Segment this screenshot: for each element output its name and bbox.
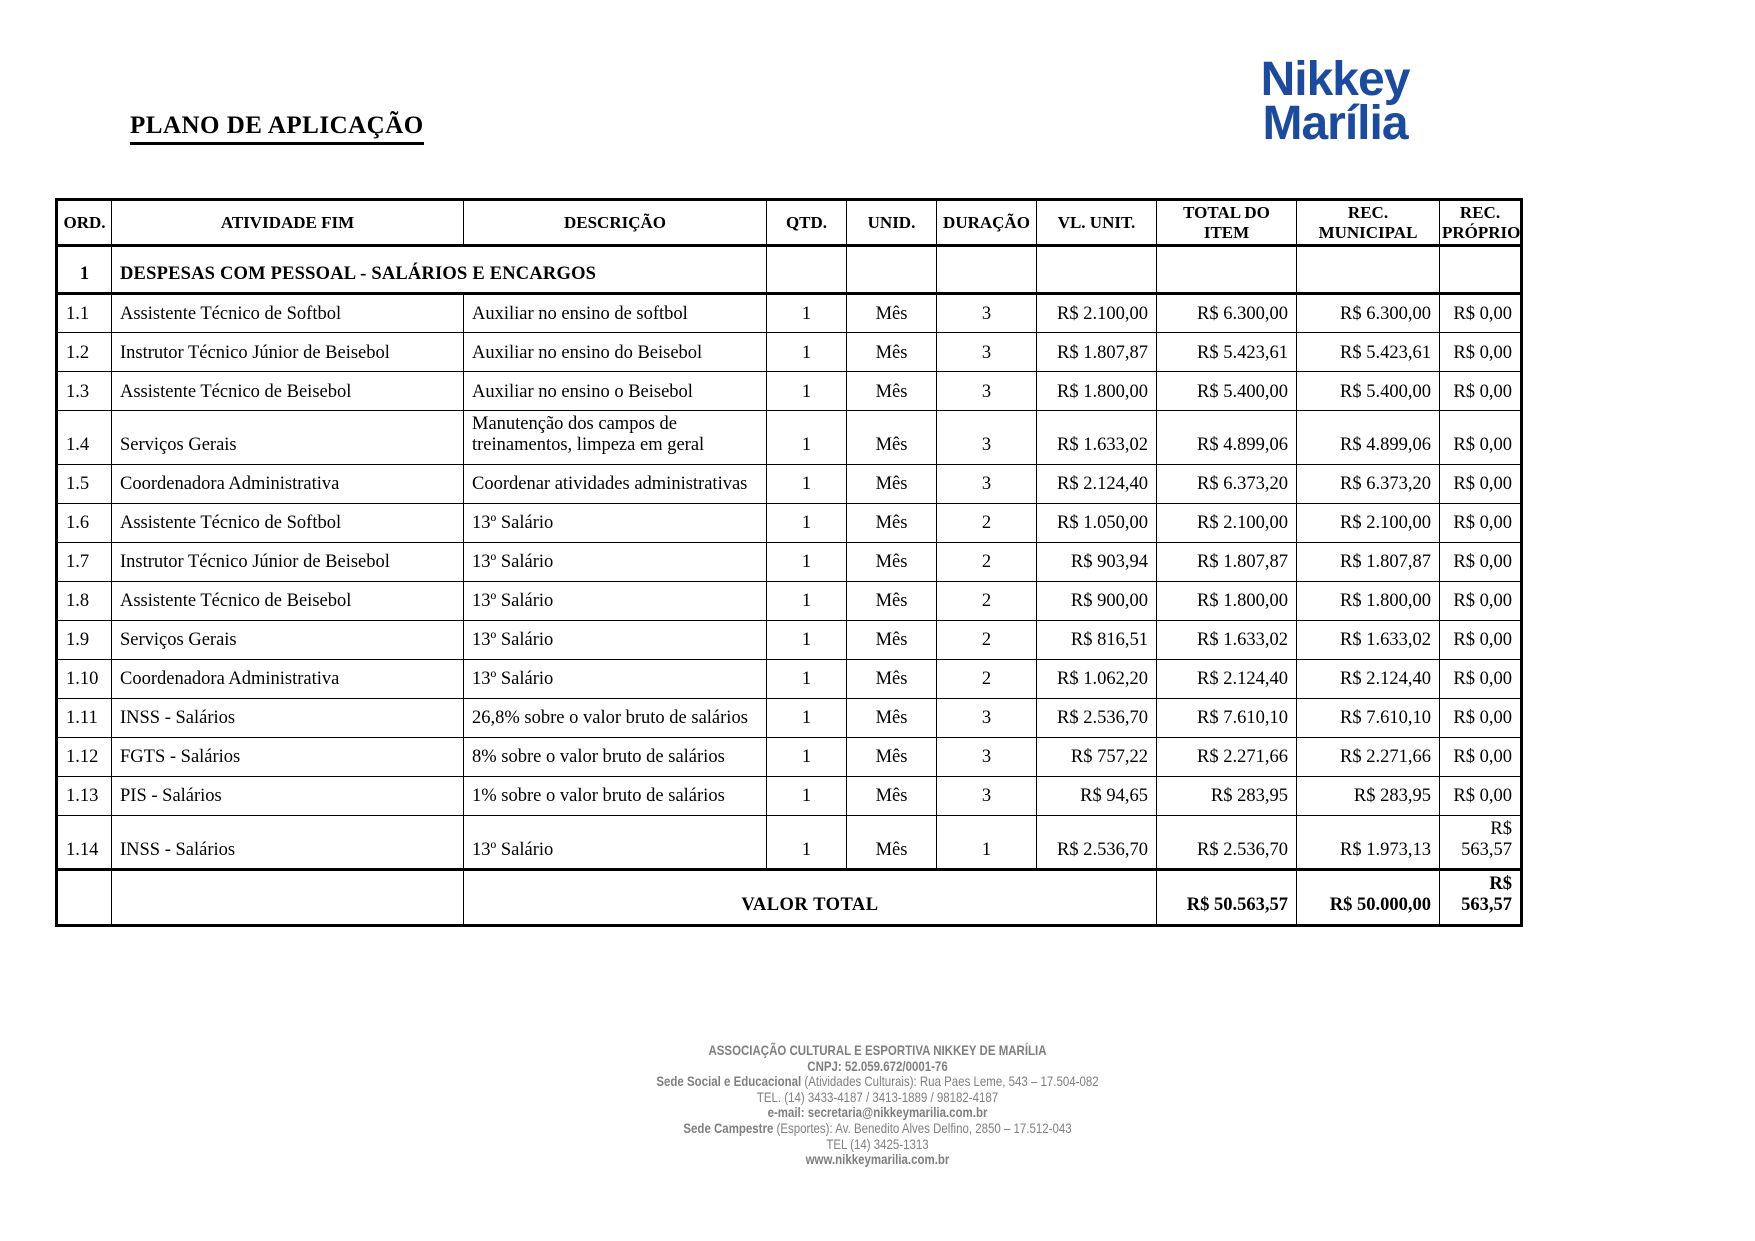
cell-descricao: 13º Salário — [464, 542, 767, 581]
cell-rec-proprio: R$ 0,00 — [1440, 698, 1522, 737]
cell-duracao: 2 — [937, 620, 1037, 659]
page-title: PLANO DE APLICAÇÃO — [130, 112, 424, 145]
cell-vl-unit: R$ 94,65 — [1037, 776, 1157, 815]
cell-ord: 1.9 — [57, 620, 112, 659]
cell-atividade: INSS - Salários — [112, 698, 464, 737]
section-empty-cell — [767, 246, 847, 294]
cell-vl-unit: R$ 1.062,20 — [1037, 659, 1157, 698]
cell-duracao: 3 — [937, 737, 1037, 776]
table-row — [57, 620, 1522, 659]
cell-rec-proprio: R$ 0,00 — [1440, 464, 1522, 503]
header-row — [57, 200, 1522, 246]
cell-vl-unit: R$ 757,22 — [1037, 737, 1157, 776]
cell-qtd: 1 — [767, 542, 847, 581]
cell-rec-proprio: R$ 0,00 — [1440, 294, 1522, 333]
cell-rec-municipal: R$ 1.807,87 — [1297, 542, 1440, 581]
cell-unid: Mês — [847, 542, 937, 581]
footer-line: www.nikkeymarilia.com.br — [805, 1151, 950, 1168]
cell-qtd: 1 — [767, 503, 847, 542]
nikkey-marilia-logo — [1215, 53, 1455, 151]
cell-duracao: 2 — [937, 581, 1037, 620]
cell-atividade: Assistente Técnico de Beisebol — [112, 372, 464, 411]
cell-qtd: 1 — [767, 620, 847, 659]
cell-qtd: 1 — [767, 464, 847, 503]
cell-atividade: Assistente Técnico de Softbol — [112, 294, 464, 333]
cell-ord: 1.5 — [57, 464, 112, 503]
cell-descricao: Manutenção dos campos de treinamentos, limpeza em geral — [464, 411, 767, 465]
cell-vl-unit: R$ 2.124,40 — [1037, 464, 1157, 503]
cell-unid: Mês — [847, 737, 937, 776]
cell-vl-unit: R$ 1.633,02 — [1037, 411, 1157, 465]
cell-total-item: R$ 6.373,20 — [1157, 464, 1297, 503]
cell-total-item: R$ 2.536,70 — [1157, 815, 1297, 870]
cell-ord: 1.7 — [57, 542, 112, 581]
cell-vl-unit: R$ 816,51 — [1037, 620, 1157, 659]
footer-line: ASSOCIAÇÃO CULTURAL E ESPORTIVA NIKKEY DE MARÍLIA — [708, 1042, 1047, 1058]
cell-duracao: 1 — [937, 815, 1037, 870]
table-row — [57, 333, 1522, 372]
cell-duracao: 3 — [937, 294, 1037, 333]
cell-unid: Mês — [847, 815, 937, 870]
cell-rec-municipal: R$ 2.271,66 — [1297, 737, 1440, 776]
cell-descricao: Auxiliar no ensino do Beisebol — [464, 333, 767, 372]
cell-qtd: 1 — [767, 776, 847, 815]
cell-unid: Mês — [847, 503, 937, 542]
cell-total-item: R$ 2.271,66 — [1157, 737, 1297, 776]
table-row — [57, 294, 1522, 333]
footer-line: TEL (14) 3425-1313 — [826, 1135, 929, 1152]
footer-line: TEL. (14) 3433-4187 / 3413-1889 / 98182-4187 — [756, 1088, 999, 1105]
cell-descricao: 13º Salário — [464, 815, 767, 870]
table-row — [57, 372, 1522, 411]
cell-rec-municipal: R$ 5.423,61 — [1297, 333, 1440, 372]
cell-rec-municipal: R$ 2.100,00 — [1297, 503, 1440, 542]
cell-ord: 1.13 — [57, 776, 112, 815]
cell-unid: Mês — [847, 620, 937, 659]
section-empty-cell — [1440, 246, 1522, 294]
cell-total-item: R$ 1.807,87 — [1157, 542, 1297, 581]
section-row — [57, 246, 1522, 294]
cell-duracao: 3 — [937, 776, 1037, 815]
header-vl-unit: VL. UNIT. — [1037, 200, 1157, 246]
cell-atividade: PIS - Salários — [112, 776, 464, 815]
cell-qtd: 1 — [767, 581, 847, 620]
cell-total-item: R$ 283,95 — [1157, 776, 1297, 815]
cell-rec-proprio: R$ 0,00 — [1440, 581, 1522, 620]
cell-total-item: R$ 1.800,00 — [1157, 581, 1297, 620]
cell-atividade: Instrutor Técnico Júnior de Beisebol — [112, 542, 464, 581]
cell-rec-proprio: R$ 0,00 — [1440, 333, 1522, 372]
cell-descricao: 8% sobre o valor bruto de salários — [464, 737, 767, 776]
cell-vl-unit: R$ 2.536,70 — [1037, 815, 1157, 870]
cell-descricao: Coordenar atividades administrativas — [464, 464, 767, 503]
cell-descricao: 13º Salário — [464, 620, 767, 659]
cell-ord: 1.12 — [57, 737, 112, 776]
organization-footer — [158, 1043, 1597, 1168]
cell-unid: Mês — [847, 333, 937, 372]
cell-duracao: 2 — [937, 542, 1037, 581]
cell-rec-proprio: R$ 0,00 — [1440, 542, 1522, 581]
header-duracao: DURAÇÃO — [937, 200, 1037, 246]
cell-rec-municipal: R$ 6.373,20 — [1297, 464, 1440, 503]
cell-atividade: Serviços Gerais — [112, 411, 464, 465]
cell-duracao: 3 — [937, 698, 1037, 737]
cell-unid: Mês — [847, 464, 937, 503]
cell-vl-unit: R$ 1.050,00 — [1037, 503, 1157, 542]
cell-descricao: Auxiliar no ensino o Beisebol — [464, 372, 767, 411]
cell-duracao: 3 — [937, 464, 1037, 503]
table-body — [57, 294, 1522, 870]
footer-line: Sede Social e Educacional (Atividades Culturais): Rua Paes Leme, 543 – 17.504-082 — [656, 1073, 1099, 1090]
section-empty-cell — [937, 246, 1037, 294]
section-label: DESPESAS COM PESSOAL - SALÁRIOS E ENCARGOS — [112, 246, 767, 294]
table-row — [57, 659, 1522, 698]
cell-rec-municipal: R$ 1.633,02 — [1297, 620, 1440, 659]
cell-unid: Mês — [847, 411, 937, 465]
section-ord: 1 — [57, 246, 112, 294]
cell-rec-municipal: R$ 7.610,10 — [1297, 698, 1440, 737]
cell-ord: 1.4 — [57, 411, 112, 465]
table-row — [57, 698, 1522, 737]
cell-qtd: 1 — [767, 372, 847, 411]
cell-total-item: R$ 7.610,10 — [1157, 698, 1297, 737]
cell-rec-proprio: R$ 0,00 — [1440, 372, 1522, 411]
cell-total-item: R$ 5.400,00 — [1157, 372, 1297, 411]
cell-rec-proprio: R$ 0,00 — [1440, 776, 1522, 815]
cell-rec-municipal: R$ 4.899,06 — [1297, 411, 1440, 465]
table-row — [57, 737, 1522, 776]
cell-qtd: 1 — [767, 294, 847, 333]
footer-line: e-mail: secretaria@nikkeymarilia.com.br — [767, 1104, 988, 1121]
total-empty-ord — [57, 870, 112, 926]
cell-duracao: 3 — [937, 333, 1037, 372]
cell-ord: 1.6 — [57, 503, 112, 542]
cell-qtd: 1 — [767, 698, 847, 737]
footer-line: Sede Campestre (Esportes): Av. Benedito Alves Delfino, 2850 – 17.512-043 — [683, 1119, 1072, 1136]
rec-municipal-total-value: R$ 50.000,00 — [1297, 870, 1440, 926]
cell-descricao: 13º Salário — [464, 659, 767, 698]
cell-qtd: 1 — [767, 815, 847, 870]
cell-descricao: 13º Salário — [464, 503, 767, 542]
cell-unid: Mês — [847, 659, 937, 698]
cell-rec-municipal: R$ 2.124,40 — [1297, 659, 1440, 698]
cell-ord: 1.1 — [57, 294, 112, 333]
cell-qtd: 1 — [767, 333, 847, 372]
cell-rec-proprio: R$ 0,00 — [1440, 737, 1522, 776]
cell-ord: 1.8 — [57, 581, 112, 620]
cell-rec-proprio: R$ 0,00 — [1440, 659, 1522, 698]
cell-atividade: Assistente Técnico de Beisebol — [112, 581, 464, 620]
header-rec-proprio: REC. PRÓPRIO — [1440, 200, 1522, 246]
table-row — [57, 464, 1522, 503]
cell-total-item: R$ 2.100,00 — [1157, 503, 1297, 542]
cell-duracao: 2 — [937, 503, 1037, 542]
cell-total-item: R$ 1.633,02 — [1157, 620, 1297, 659]
cell-rec-municipal: R$ 1.973,13 — [1297, 815, 1440, 870]
cell-atividade: Serviços Gerais — [112, 620, 464, 659]
cell-rec-proprio: R$ 0,00 — [1440, 620, 1522, 659]
cell-ord: 1.11 — [57, 698, 112, 737]
cell-atividade: Assistente Técnico de Softbol — [112, 503, 464, 542]
cell-rec-municipal: R$ 5.400,00 — [1297, 372, 1440, 411]
header-qtd: QTD. — [767, 200, 847, 246]
table-row — [57, 542, 1522, 581]
table-row — [57, 815, 1522, 870]
rec-proprio-total-value: R$ 563,57 — [1440, 870, 1522, 926]
cell-total-item: R$ 5.423,61 — [1157, 333, 1297, 372]
logo-line-1: Nikkey — [1260, 53, 1410, 106]
cell-ord: 1.10 — [57, 659, 112, 698]
total-empty-atividade — [112, 870, 464, 926]
cell-atividade: Instrutor Técnico Júnior de Beisebol — [112, 333, 464, 372]
header-atividade-fim: ATIVIDADE FIM — [112, 200, 464, 246]
footer-line: CNPJ: 52.059.672/0001-76 — [807, 1057, 948, 1074]
header-unid: UNID. — [847, 200, 937, 246]
cell-unid: Mês — [847, 372, 937, 411]
cell-ord: 1.14 — [57, 815, 112, 870]
cell-rec-municipal: R$ 283,95 — [1297, 776, 1440, 815]
cell-duracao: 3 — [937, 372, 1037, 411]
total-do-item-value: R$ 50.563,57 — [1157, 870, 1297, 926]
cell-vl-unit: R$ 2.536,70 — [1037, 698, 1157, 737]
plano-aplicacao-table — [55, 198, 1523, 927]
cell-vl-unit: R$ 903,94 — [1037, 542, 1157, 581]
table-row — [57, 503, 1522, 542]
header-ord: ORD. — [57, 200, 112, 246]
cell-rec-proprio: R$ 563,57 — [1440, 815, 1522, 870]
header-rec-municipal: REC. MUNICIPAL — [1297, 200, 1440, 246]
cell-total-item: R$ 6.300,00 — [1157, 294, 1297, 333]
section-empty-cell — [1297, 246, 1440, 294]
cell-rec-proprio: R$ 0,00 — [1440, 503, 1522, 542]
logo-line-2: Marília — [1262, 97, 1408, 151]
cell-atividade: Coordenadora Administrativa — [112, 464, 464, 503]
table-row — [57, 776, 1522, 815]
cell-descricao: Auxiliar no ensino de softbol — [464, 294, 767, 333]
section-empty-cell — [1157, 246, 1297, 294]
cell-unid: Mês — [847, 698, 937, 737]
table-row — [57, 411, 1522, 465]
table-row — [57, 581, 1522, 620]
cell-vl-unit: R$ 2.100,00 — [1037, 294, 1157, 333]
cell-unid: Mês — [847, 776, 937, 815]
cell-atividade: Coordenadora Administrativa — [112, 659, 464, 698]
cell-total-item: R$ 4.899,06 — [1157, 411, 1297, 465]
cell-descricao: 13º Salário — [464, 581, 767, 620]
cell-qtd: 1 — [767, 659, 847, 698]
cell-descricao: 26,8% sobre o valor bruto de salários — [464, 698, 767, 737]
cell-rec-municipal: R$ 6.300,00 — [1297, 294, 1440, 333]
cell-atividade: FGTS - Salários — [112, 737, 464, 776]
section-empty-cell — [1037, 246, 1157, 294]
header-descricao: DESCRIÇÃO — [464, 200, 767, 246]
cell-qtd: 1 — [767, 737, 847, 776]
table-header — [57, 200, 1522, 246]
header-total-do-item: TOTAL DO ITEM — [1157, 200, 1297, 246]
cell-vl-unit: R$ 1.800,00 — [1037, 372, 1157, 411]
cell-atividade: INSS - Salários — [112, 815, 464, 870]
cell-vl-unit: R$ 900,00 — [1037, 581, 1157, 620]
cell-qtd: 1 — [767, 411, 847, 465]
cell-ord: 1.3 — [57, 372, 112, 411]
total-row — [57, 870, 1522, 926]
cell-ord: 1.2 — [57, 333, 112, 372]
cell-duracao: 3 — [937, 411, 1037, 465]
cell-rec-municipal: R$ 1.800,00 — [1297, 581, 1440, 620]
cell-descricao: 1% sobre o valor bruto de salários — [464, 776, 767, 815]
cell-unid: Mês — [847, 294, 937, 333]
cell-unid: Mês — [847, 581, 937, 620]
cell-vl-unit: R$ 1.807,87 — [1037, 333, 1157, 372]
cell-rec-proprio: R$ 0,00 — [1440, 411, 1522, 465]
section-empty-cell — [847, 246, 937, 294]
valor-total-label: VALOR TOTAL — [464, 870, 1157, 926]
cell-total-item: R$ 2.124,40 — [1157, 659, 1297, 698]
cell-duracao: 2 — [937, 659, 1037, 698]
